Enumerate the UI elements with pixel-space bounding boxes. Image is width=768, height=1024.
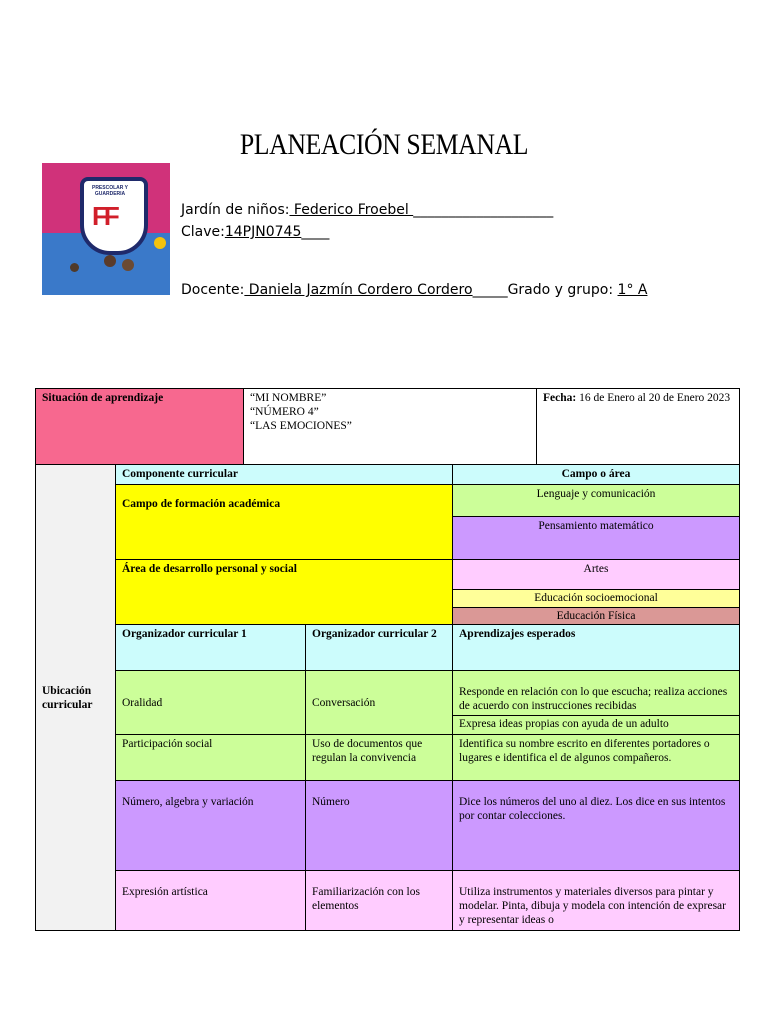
table-row-aprendizaje: Identifica su nombre escrito en diferentes portadores o lugares e identifica el de algunos compañeros. — [453, 735, 740, 781]
docente-line — [181, 282, 647, 298]
org2-header: Organizador curricular 2 — [306, 625, 453, 671]
table-row-org2: Uso de documentos que regulan la convivencia — [306, 735, 453, 781]
planning-table — [35, 388, 740, 931]
ubicacion-cell: Ubicación curricular — [36, 465, 116, 931]
area-artes: Artes — [453, 560, 740, 590]
table-row-org2: Familiarización con los elementos — [306, 871, 453, 931]
area-educacion-fisica: Educación Física — [453, 608, 740, 625]
docente-value: Daniela Jazmín Cordero Cordero — [244, 282, 473, 298]
aprendizajes-header: Aprendizajes esperados — [453, 625, 740, 671]
situacion-items-cell — [244, 389, 537, 465]
area-lenguaje: Lenguaje y comunicación — [453, 485, 740, 517]
fecha-label: Fecha: — [543, 392, 577, 404]
campo-area-header: Campo o área — [453, 465, 740, 485]
situacion-item: “LAS EMOCIONES” — [250, 420, 352, 432]
table-row-aprendizaje: Dice los números del uno al diez. Los dice en sus intentos por contar colecciones. — [453, 781, 740, 871]
table-row-org1: Participación social — [116, 735, 306, 781]
area-socioemocional: Educación socioemocional — [453, 590, 740, 608]
jardin-blank: ____________________ — [413, 202, 554, 218]
fecha-cell — [537, 389, 740, 465]
table-row-org1: Número, algebra y variación — [116, 781, 306, 871]
docente-blank: _____ — [472, 282, 508, 298]
page-title: PLANEACIÓN SEMANAL — [239, 128, 529, 161]
jardin-line — [181, 202, 553, 218]
org1-header: Organizador curricular 1 — [116, 625, 306, 671]
jardin-value: Federico Froebel — [289, 202, 414, 218]
table-row-aprendizaje: Utiliza instrumentos y materiales diversos para pintar y modelar. Pinta, dibuja y modela con intención de expresar y representar ideas o — [453, 871, 740, 931]
grado-label: Grado y grupo: — [507, 282, 618, 298]
situacion-item: “NÚMERO 4” — [250, 406, 319, 418]
table-row-aprendizaje: Responde en relación con lo que escucha; realiza acciones de acuerdo con instrucciones recibidas Expresa ideas propias con ayuda de un adulto — [453, 671, 740, 735]
jardin-label: Jardín de niños: — [181, 202, 290, 218]
situacion-item: “MI NOMBRE” — [250, 392, 327, 404]
campo-formacion-cell: Campo de formación académica — [116, 485, 453, 560]
table-row-org2: Conversación — [306, 671, 453, 735]
docente-label: Docente: — [181, 282, 245, 298]
clave-label: Clave: — [181, 224, 225, 240]
area-pensamiento: Pensamiento matemático — [453, 517, 740, 560]
situacion-label-cell: Situación de aprendizaje — [36, 389, 244, 465]
table-row-org2: Número — [306, 781, 453, 871]
table-row-org1: Expresión artística — [116, 871, 306, 931]
school-logo: PRESCOLAR Y GUARDERIA FF — [42, 163, 170, 295]
componente-header: Componente curricular — [116, 465, 453, 485]
grado-value: 1° A — [617, 282, 648, 298]
table-row-org1: Oralidad — [116, 671, 306, 735]
area-desarrollo-cell: Área de desarrollo personal y social — [116, 560, 453, 625]
clave-line — [181, 224, 329, 240]
fecha-value: 16 de Enero al 20 de Enero 2023 — [576, 392, 731, 404]
clave-blank: ____ — [301, 224, 330, 240]
clave-value: 14PJN0745 — [224, 224, 302, 240]
